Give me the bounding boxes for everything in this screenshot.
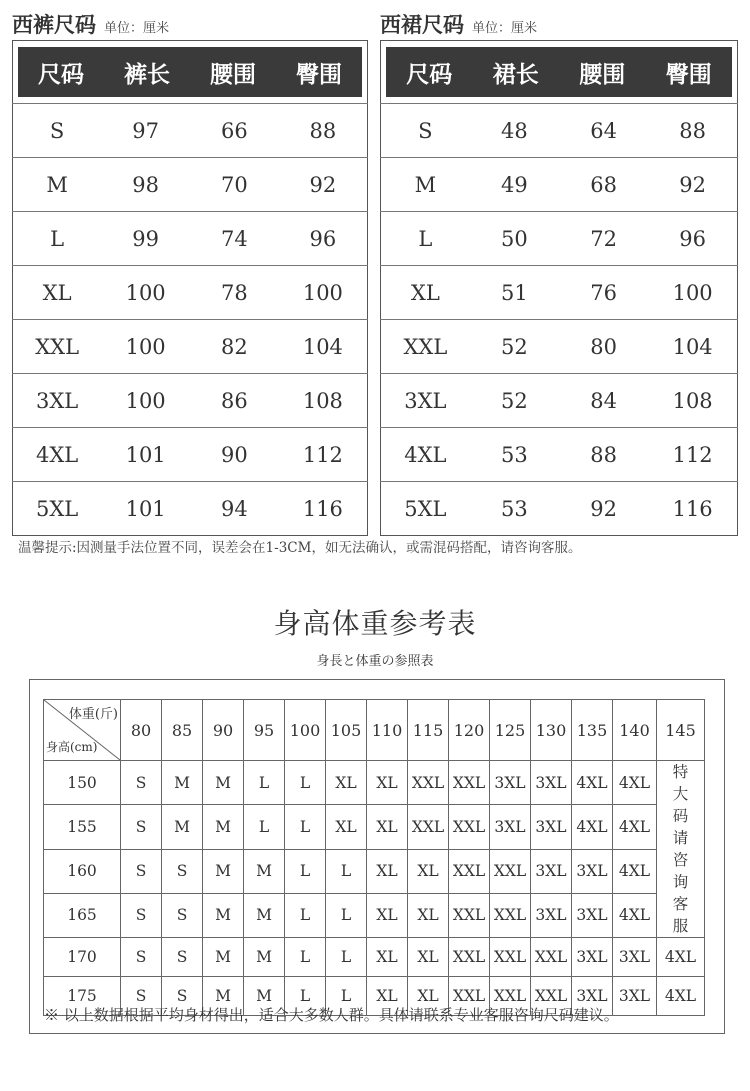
size-cell: L [285,849,326,893]
size-cell: XL [326,761,367,805]
skirt-cell: 104 [648,320,737,374]
pants-size-section [12,10,368,536]
height-value: 150 [44,761,121,805]
skirt-cell: 50 [470,212,559,266]
pants-cell: 100 [279,266,368,320]
pants-cell: 116 [279,482,368,536]
size-cell: 3XL [531,893,572,937]
size-cell: XXL [449,893,490,937]
height-weight-table [43,699,705,1016]
pants-header-label: 尺码 [38,61,84,88]
size-cell: L [326,977,367,1016]
pants-cell: L [13,212,102,266]
height-row [44,849,705,893]
weight-header: 120 [449,700,490,761]
size-cell: XXL [490,893,531,937]
size-cell: 4XL [657,938,705,977]
chart-subtitle: 身長と体重の参照表 [316,654,434,669]
corner-cell [44,700,121,761]
size-cell: M [203,893,244,937]
size-cell: XXL [408,805,449,849]
oversize-note-cell [657,761,705,938]
pants-table-row [13,212,368,266]
size-cell: XL [408,977,449,1016]
skirt-table-row [381,482,738,536]
size-cell: 4XL [613,805,657,849]
skirt-cell: 92 [648,158,737,212]
size-cell: XL [408,849,449,893]
pants-cell: 101 [101,428,190,482]
skirt-cell: 53 [470,428,559,482]
size-cell: S [121,761,162,805]
size-cell: 3XL [572,893,613,937]
chart-footnote: ※ 以上数据根据平均身材得出，适合大多数人群。具体请联系专业客服咨询尺码建议。 [44,1006,619,1024]
skirt-unit-label: 单位：厘米 [472,21,538,36]
pants-header-cell [13,41,368,104]
pants-table-row [13,266,368,320]
skirt-cell: 5XL [381,482,470,536]
pants-table-row [13,104,368,158]
size-cell: XL [367,893,408,937]
size-cell: L [285,805,326,849]
height-axis-label: 身高(cm) [46,740,98,754]
oversize-note: 特 大 码 请 咨 询 客 服 [672,763,689,935]
size-cell: M [203,938,244,977]
pants-cell: 100 [101,266,190,320]
size-cell: XL [367,805,408,849]
skirt-cell: 100 [648,266,737,320]
skirt-cell: 80 [559,320,648,374]
size-cell: 4XL [572,761,613,805]
pants-cell: XXL [13,320,102,374]
skirt-header-label: 尺码 [406,61,453,88]
size-cell: XXL [490,849,531,893]
weight-header: 135 [572,700,613,761]
skirt-cell: 53 [470,482,559,536]
size-cell: XXL [449,805,490,849]
weight-header: 130 [531,700,572,761]
pants-cell: 5XL [13,482,102,536]
pants-size-table [12,40,368,536]
skirt-table-row [381,266,738,320]
pants-cell: 108 [279,374,368,428]
size-cell: S [121,849,162,893]
size-cell: XXL [449,938,490,977]
size-cell: S [121,938,162,977]
skirt-table-row [381,104,738,158]
weight-header: 110 [367,700,408,761]
size-cell: 3XL [613,977,657,1016]
pants-table-row [13,482,368,536]
size-cell: 3XL [490,805,531,849]
height-value: 165 [44,893,121,937]
weight-header: 100 [285,700,326,761]
weight-header: 80 [121,700,162,761]
skirt-cell: 88 [648,104,737,158]
skirt-cell: 68 [559,158,648,212]
skirt-cell: 49 [470,158,559,212]
size-cell: XL [367,938,408,977]
size-cell: M [244,938,285,977]
skirt-cell: S [381,104,470,158]
size-cell: XXL [490,938,531,977]
weight-header: 125 [490,700,531,761]
size-cell: XL [367,761,408,805]
height-row [44,938,705,977]
size-cell: 4XL [657,977,705,1016]
pants-cell: 90 [190,428,279,482]
size-cell: M [203,805,244,849]
size-cell: S [121,805,162,849]
skirt-cell: 4XL [381,428,470,482]
size-cell: 4XL [613,893,657,937]
size-cell: M [162,761,203,805]
weight-header: 105 [326,700,367,761]
size-cell: L [285,977,326,1016]
skirt-cell: 92 [559,482,648,536]
chart-title: 身高体重参考表 [273,607,477,640]
size-cell: S [162,938,203,977]
pants-cell: 92 [279,158,368,212]
skirt-cell: 88 [559,428,648,482]
pants-header-bar [18,47,362,97]
pants-cell: 66 [190,104,279,158]
size-cell: L [326,938,367,977]
pants-cell: 104 [279,320,368,374]
skirt-cell: 72 [559,212,648,266]
size-cell: 3XL [490,761,531,805]
skirt-header-label: 腰围 [579,61,626,88]
skirt-cell: 64 [559,104,648,158]
weight-header: 90 [203,700,244,761]
size-cell: 4XL [613,849,657,893]
size-cell: M [244,977,285,1016]
pants-header-label: 臀围 [296,61,342,88]
skirt-table-row [381,320,738,374]
size-cell: M [203,761,244,805]
skirt-table-row [381,212,738,266]
skirt-size-heading [380,10,738,40]
pants-cell: 70 [190,158,279,212]
size-cell: 4XL [572,805,613,849]
pants-table-row [13,428,368,482]
pants-cell: S [13,104,102,158]
size-cell: L [326,849,367,893]
skirt-cell: 48 [470,104,559,158]
height-row [44,805,705,849]
skirt-table-row [381,428,738,482]
pants-cell: 3XL [13,374,102,428]
pants-table-row [13,158,368,212]
pants-size-title: 西裤尺码 [12,12,96,37]
skirt-header-label: 臀围 [665,61,712,88]
weight-header-row [44,700,705,761]
size-cell: L [326,893,367,937]
height-row [44,761,705,805]
pants-cell: 78 [190,266,279,320]
size-cell: XXL [531,938,572,977]
skirt-cell: 116 [648,482,737,536]
size-cell: M [244,849,285,893]
pants-cell: 4XL [13,428,102,482]
size-cell: 3XL [531,849,572,893]
size-cell: XXL [531,977,572,1016]
size-cell: 4XL [613,761,657,805]
pants-cell: XL [13,266,102,320]
weight-header: 95 [244,700,285,761]
skirt-header-bar [386,47,732,97]
size-cell: XL [367,977,408,1016]
size-cell: 3XL [572,938,613,977]
pants-cell: 101 [101,482,190,536]
skirt-cell: 51 [470,266,559,320]
pants-cell: 82 [190,320,279,374]
skirt-cell: L [381,212,470,266]
skirt-cell: 84 [559,374,648,428]
skirt-cell: 76 [559,266,648,320]
weight-axis-label: 体重(斤) [68,707,118,722]
size-cell: XXL [449,977,490,1016]
pants-header-label: 裤长 [124,61,170,88]
weight-header: 115 [408,700,449,761]
pants-cell: 100 [101,320,190,374]
size-cell: XXL [408,761,449,805]
weight-header: 140 [613,700,657,761]
skirt-table-row [381,374,738,428]
measurement-tip: 温馨提示:因测量手法位置不同，误差会在1-3CM，如无法确认，或需混码搭配，请咨询客服。 [18,540,582,556]
pants-cell: 96 [279,212,368,266]
size-cell: XL [367,849,408,893]
size-cell: S [121,977,162,1016]
size-cell: M [162,805,203,849]
height-value: 155 [44,805,121,849]
skirt-cell: 52 [470,374,559,428]
size-cell: S [121,893,162,937]
size-cell: XL [408,893,449,937]
size-cell: L [244,761,285,805]
pants-cell: 74 [190,212,279,266]
weight-header: 145 [657,700,705,761]
pants-cell: 98 [101,158,190,212]
size-cell: L [244,805,285,849]
size-cell: L [285,938,326,977]
size-cell: 3XL [572,977,613,1016]
pants-cell: 97 [101,104,190,158]
skirt-size-title: 西裙尺码 [380,12,464,37]
size-cell: M [203,977,244,1016]
skirt-cell: 96 [648,212,737,266]
pants-size-heading [12,10,368,40]
height-row [44,893,705,937]
skirt-size-section [380,10,738,536]
size-cell: XXL [449,849,490,893]
size-cell: XL [326,805,367,849]
size-cell: M [244,893,285,937]
skirt-cell: 112 [648,428,737,482]
size-cell: XXL [490,977,531,1016]
size-cell: S [162,849,203,893]
skirt-size-table [380,40,738,536]
pants-cell: 86 [190,374,279,428]
height-value: 160 [44,849,121,893]
pants-cell: 112 [279,428,368,482]
size-cell: S [162,977,203,1016]
pants-table-row [13,374,368,428]
pants-cell: 100 [101,374,190,428]
size-cell: 3XL [613,938,657,977]
size-cell: L [285,761,326,805]
size-cell: L [285,893,326,937]
size-cell: 3XL [531,805,572,849]
pants-cell: M [13,158,102,212]
skirt-cell: XL [381,266,470,320]
size-cell: S [162,893,203,937]
height-value: 170 [44,938,121,977]
skirt-cell: XXL [381,320,470,374]
pants-cell: 99 [101,212,190,266]
size-cell: 3XL [531,761,572,805]
size-cell: 3XL [572,849,613,893]
weight-header: 85 [162,700,203,761]
pants-table-row [13,320,368,374]
size-cell: M [203,849,244,893]
size-cell: XL [408,938,449,977]
skirt-header-cell [381,41,738,104]
pants-unit-label: 单位：厘米 [104,21,170,36]
skirt-cell: 3XL [381,374,470,428]
skirt-header-label: 裙长 [492,61,539,88]
size-cell: XXL [449,761,490,805]
pants-cell: 94 [190,482,279,536]
pants-header-label: 腰围 [210,61,256,88]
skirt-table-row [381,158,738,212]
height-value: 175 [44,977,121,1016]
pants-cell: 88 [279,104,368,158]
skirt-cell: M [381,158,470,212]
skirt-cell: 108 [648,374,737,428]
skirt-cell: 52 [470,320,559,374]
